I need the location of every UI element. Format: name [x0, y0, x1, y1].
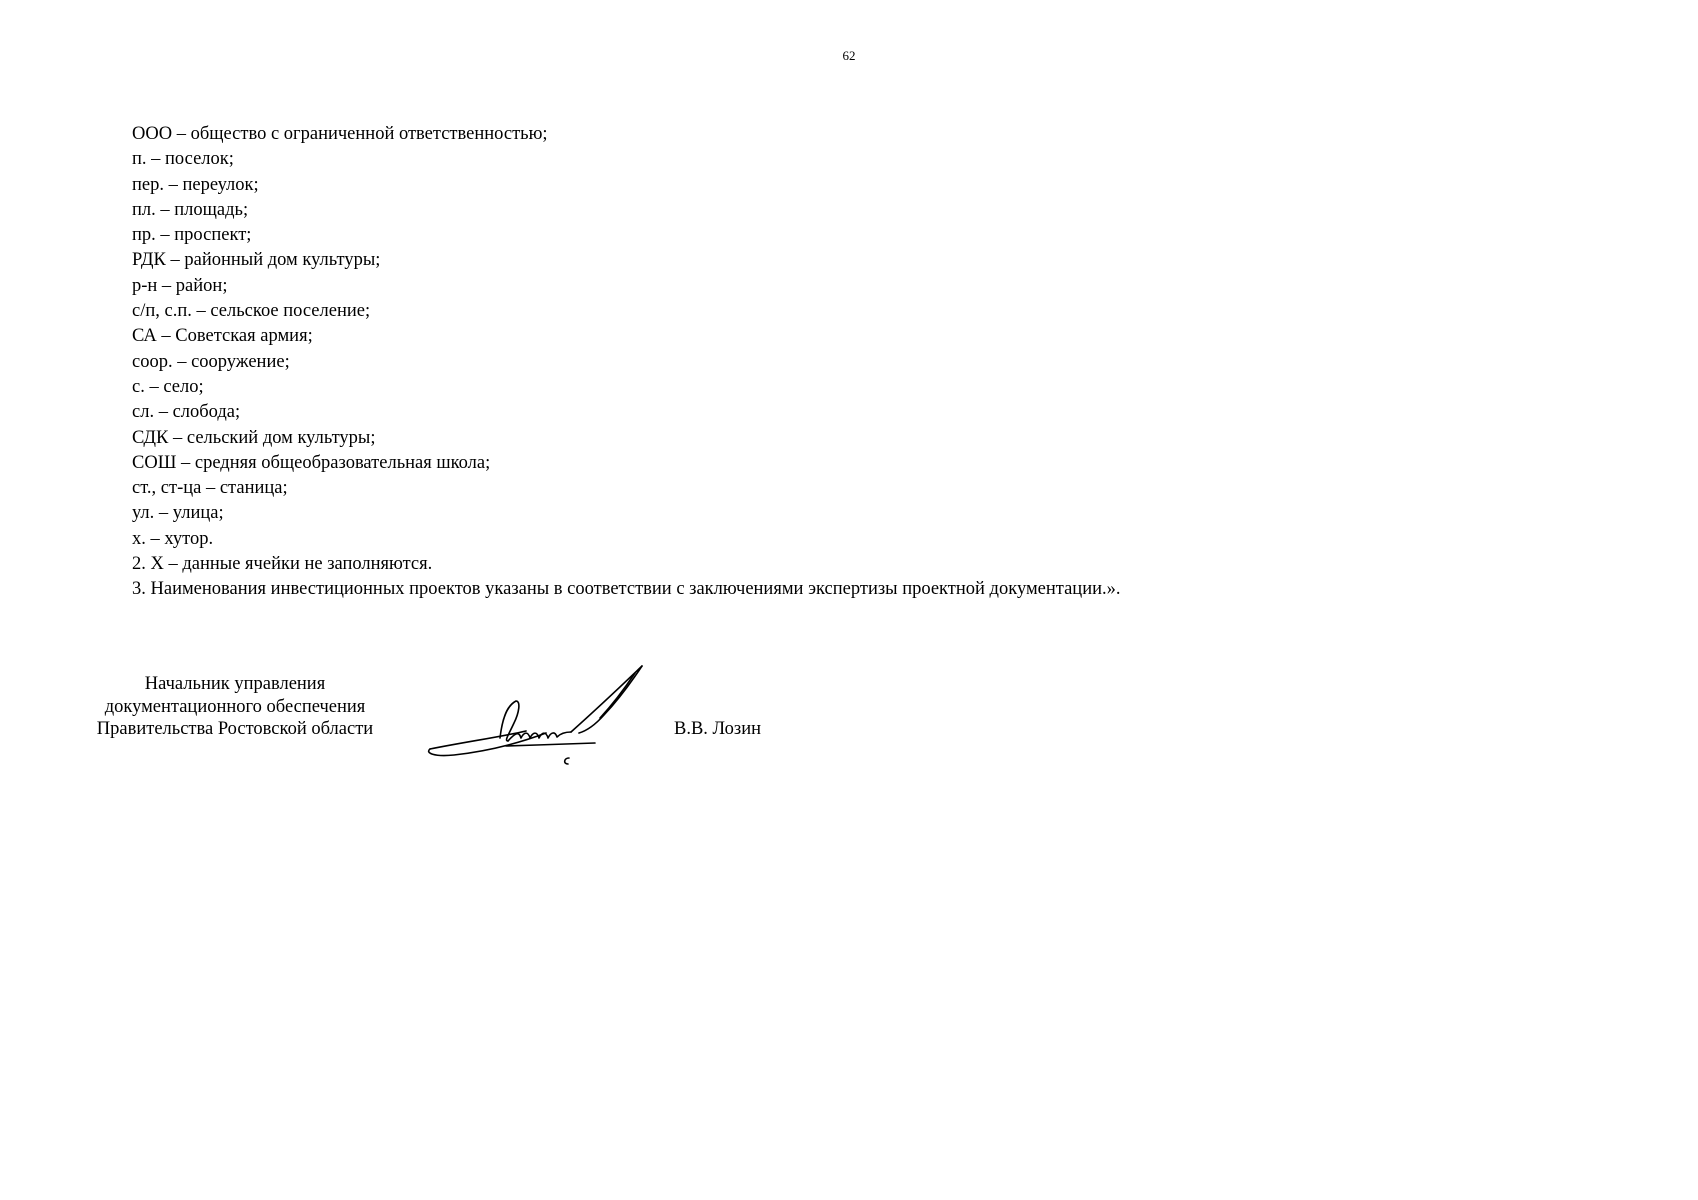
note-line: пл. – площадь; — [132, 199, 249, 220]
note-line: ООО – общество с ограниченной ответственностью; — [132, 124, 548, 144]
note-line: р-н – район; — [132, 275, 228, 296]
notes-list — [132, 122, 1632, 603]
note-line: пер. – переулок; — [132, 174, 259, 195]
note-line: 2. Х – данные ячейки не заполняются. — [132, 554, 433, 575]
signer-position-line: Начальник управления — [144, 674, 326, 694]
note-line: сл. – слобода; — [132, 402, 241, 423]
page-number: 62 — [842, 48, 856, 63]
note-line: СА – Советская армия; — [132, 326, 313, 347]
note-line: п. – поселок; — [132, 149, 234, 170]
note-line: ст., ст-ца – станица; — [132, 478, 288, 499]
signoff-block — [60, 673, 800, 783]
note-line: СДК – сельский дом культуры; — [132, 427, 376, 448]
note-line: ул. – улица; — [132, 503, 224, 524]
handwritten-signature-icon — [420, 663, 660, 783]
signer-position-line: Правительства Ростовской области — [96, 719, 374, 739]
note-line: СОШ – средняя общеобразовательная школа; — [132, 452, 491, 473]
note-line: с/п, с.п. – сельское поселение; — [132, 301, 371, 322]
note-line: с. – село; — [132, 376, 204, 397]
note-line: РДК – районный дом культуры; — [132, 250, 381, 271]
note-line: пр. – проспект; — [132, 225, 252, 246]
signer-position — [60, 673, 410, 741]
signer-position-line: документационного обеспечения — [104, 696, 366, 717]
signer-name: В.В. Лозин — [674, 719, 761, 739]
note-line: х. – хутор. — [132, 528, 214, 549]
note-line: соор. – сооружение; — [132, 351, 290, 372]
note-line: 3. Наименования инвестиционных проектов указаны в соответствии с заключениями экспертизы проектной документации.». — [132, 579, 1121, 600]
